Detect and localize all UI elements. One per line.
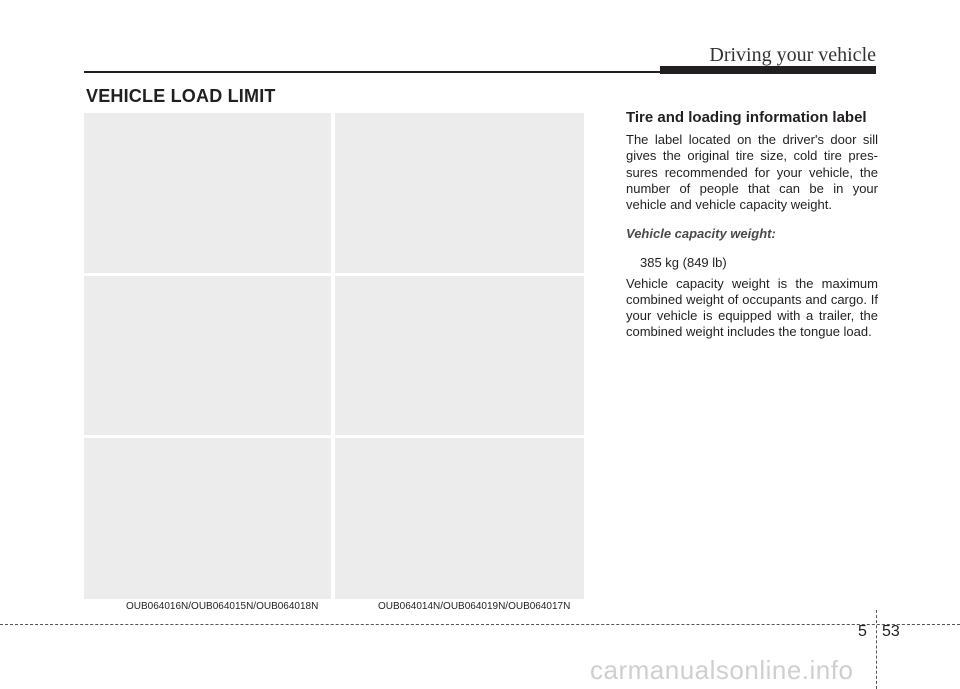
body-text-column — [626, 110, 878, 353]
figure-caption-left: OUB064016N/OUB064015N/OUB064018N — [126, 601, 319, 612]
figure-panel — [335, 276, 584, 435]
figure-panel — [84, 438, 331, 599]
capacity-label: Vehicle capacity weight: — [626, 226, 776, 242]
running-header-title: Driving your vehicle — [709, 44, 876, 66]
figure-panel — [84, 276, 331, 435]
description-paragraph: Vehicle capacity weight is the maximum combined weight of occupants and cargo. If your vehicle is equipped with a trailer, the combined weight includes the tongue load. — [626, 275, 878, 340]
footer-page-divider — [876, 610, 877, 689]
figure-grid — [84, 113, 584, 599]
figure-panel — [84, 113, 331, 273]
header-rule — [84, 71, 660, 73]
watermark: carmanualsonline.info — [590, 655, 854, 685]
chapter-number: 5 — [858, 623, 867, 640]
capacity-value: 385 kg (849 lb) — [640, 255, 727, 271]
figure-panel — [335, 113, 584, 273]
subsection-heading: Tire and loading information label — [626, 109, 867, 126]
figure-panel — [335, 438, 584, 599]
page-number: 53 — [882, 623, 900, 640]
figure-caption-right: OUB064014N/OUB064019N/OUB064017N — [378, 601, 571, 612]
section-title: VEHICLE LOAD LIMIT — [86, 86, 276, 106]
footer-dashed-rule — [0, 624, 960, 625]
header-rule-bar — [660, 66, 876, 74]
intro-paragraph: The label located on the driver's door sill gives the original tire size, cold tire pres-sures recommended for your vehicle, the number of people that can be in your vehicle and vehicle capacity weight. — [626, 132, 878, 213]
